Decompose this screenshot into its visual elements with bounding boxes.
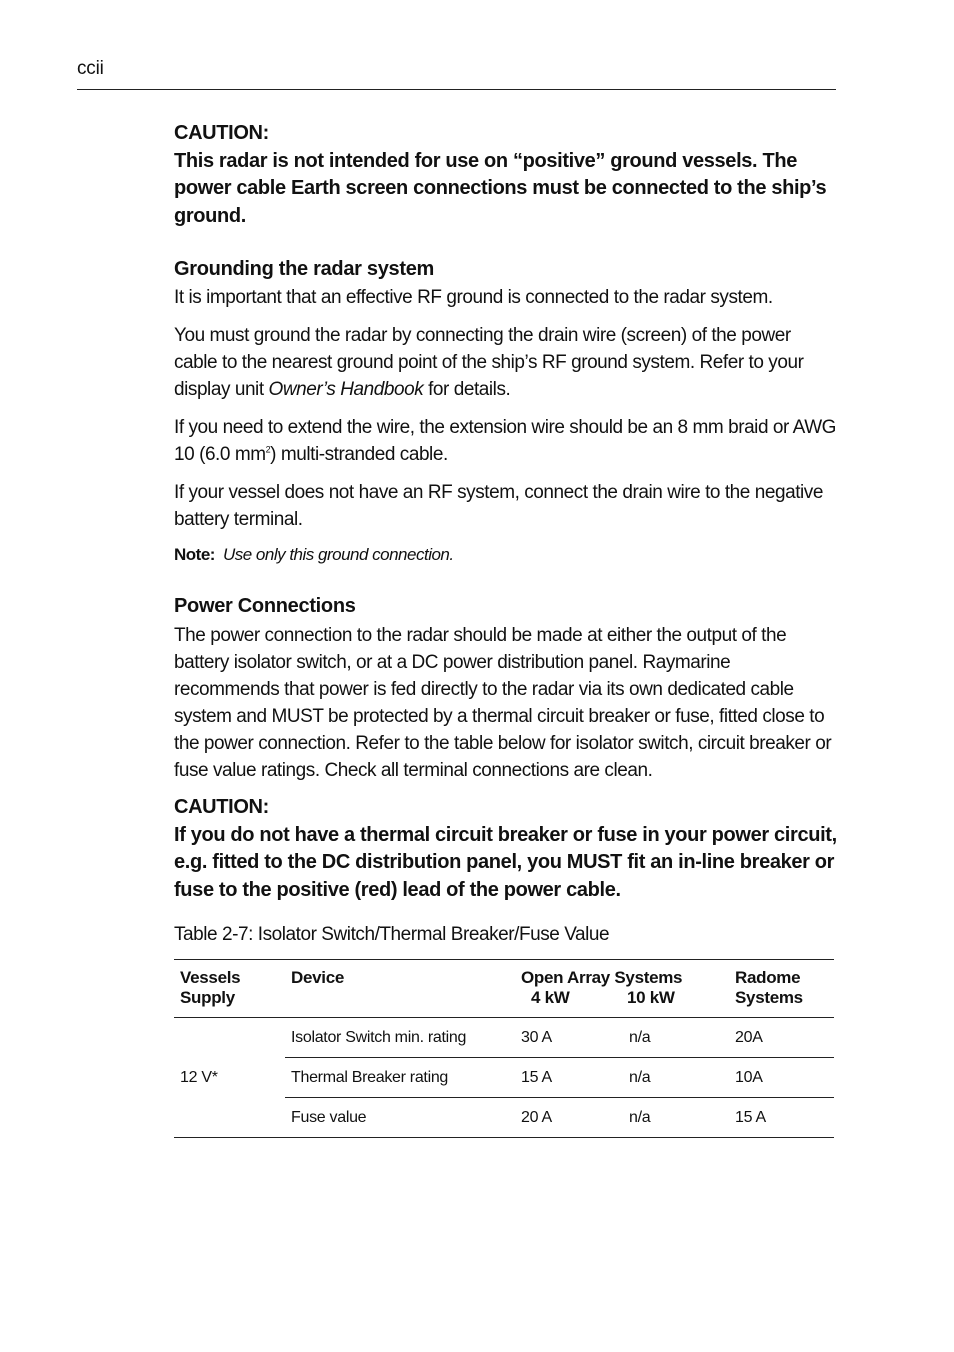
caution-block-ground	[174, 120, 838, 230]
value-4kw: 30 A	[521, 1028, 552, 1046]
header-10kw: 10 kW	[627, 988, 675, 1007]
table-row	[174, 1018, 834, 1058]
open-array-values-cell	[515, 1098, 729, 1138]
header-open-array: Open Array Systems 4 kW 10 kW	[515, 960, 729, 1018]
device-cell: Isolator Switch min. rating	[285, 1018, 515, 1058]
header-device: Device	[285, 960, 515, 1018]
radome-value-cell: 10A	[729, 1058, 834, 1098]
caution-block-breaker	[174, 794, 838, 904]
value-10kw: n/a	[629, 1108, 651, 1126]
header-vessels-supply: Vessels Supply	[174, 960, 285, 1018]
grounding-paragraph-1: It is important that an effective RF ground is connected to the radar system.	[174, 287, 773, 308]
grounding-heading: Grounding the radar system	[174, 258, 435, 280]
caution-title: CAUTION:	[174, 796, 269, 818]
value-10kw: n/a	[629, 1028, 651, 1046]
page-number: ccii	[77, 58, 104, 79]
radome-value-cell: 20A	[729, 1018, 834, 1058]
caution-text: If you do not have a thermal circuit breaker or fuse in your power circuit, e.g. fitted to the DC distribution panel, you MUST fit an in-line breaker or fuse to the positive (red) lead of the power cable.	[174, 823, 837, 901]
power-heading: Power Connections	[174, 595, 356, 617]
value-4kw: 20 A	[521, 1108, 552, 1126]
page-content	[174, 120, 838, 1138]
note	[174, 543, 838, 567]
open-array-values-cell	[515, 1018, 729, 1058]
caution-title: CAUTION:	[174, 122, 269, 144]
table-caption: Table 2-7: Isolator Switch/Thermal Breaker/Fuse Value	[174, 924, 610, 945]
radome-value-cell: 15 A	[729, 1098, 834, 1138]
value-10kw: n/a	[629, 1068, 651, 1086]
note-label: Note:	[174, 545, 215, 564]
grounding-paragraph-3: If you need to extend the wire, the extension wire should be an 8 mm braid or AWG 10 (6.0 $mm^2$) multi-stranded cable.	[174, 417, 837, 465]
value-4kw: 15 A	[521, 1068, 552, 1086]
device-cell: Thermal Breaker rating	[285, 1058, 515, 1098]
grounding-paragraph-2: You must ground the radar by connecting the drain wire (screen) of the power cable to the nearest ground point of the ship’s RF ground system. Refer to your display unit Owner’s Handbook for details.	[174, 325, 804, 400]
open-array-values-cell	[515, 1058, 729, 1098]
table-header-row	[174, 960, 834, 1018]
power-paragraph: The power connection to the radar should be made at either the output of the battery isolator switch, or at a DC power distribution panel. Raymarine recommends that power is fed directly to the radar via its own dedicated cable system and MUST be protected by a thermal circuit breaker or fuse, fitted close to the power connection. Refer to the table below for isolator switch, circuit breaker or fuse value ratings. Check all terminal connections are clean.	[174, 625, 832, 781]
supply-cell: 12 V*	[174, 1018, 285, 1138]
caution-text: This radar is not intended for use on “positive” ground vessels. The power cable Earth screen connections must be connected to the ship’s ground.	[174, 149, 827, 227]
owners-handbook-title: Owner’s Handbook	[268, 379, 424, 400]
fuse-value-table	[174, 959, 834, 1138]
note-text: Use only this ground connection.	[222, 545, 454, 564]
header-rule	[77, 89, 836, 90]
header-radome: Radome Systems	[729, 960, 834, 1018]
device-cell: Fuse value	[285, 1098, 515, 1138]
header-4kw: 4 kW	[531, 988, 570, 1007]
grounding-paragraph-4: If your vessel does not have an RF system, connect the drain wire to the negative battery terminal.	[174, 482, 823, 530]
